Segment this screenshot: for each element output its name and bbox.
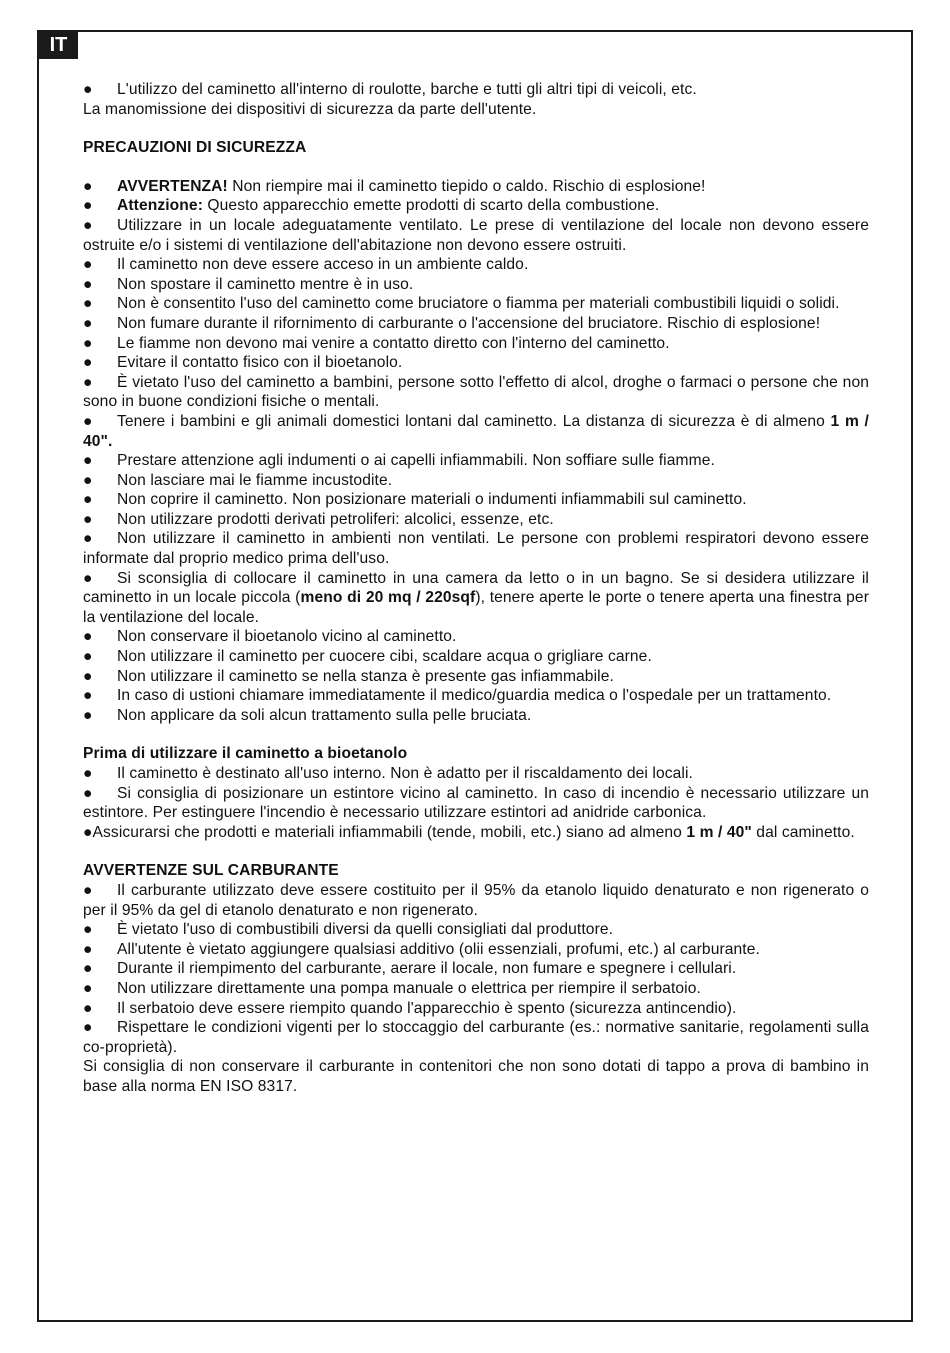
bullet: ● xyxy=(83,940,93,958)
intro-line: La manomissione dei dispositivi di sicurezza da parte dell'utente. xyxy=(83,100,537,118)
bullet: ● xyxy=(83,373,93,391)
list-item: ● Non utilizzare il caminetto se nella stanza è presente gas infiammabile. xyxy=(83,667,614,685)
list-item: ● Tenere i bambini e gli animali domestici lontani dal caminetto. La distanza di sicurezza è di almeno 1 m / 40". xyxy=(83,412,869,450)
list-item: ● Non applicare da soli alcun trattamento sulla pelle bruciata. xyxy=(83,706,532,724)
bullet: ● xyxy=(83,648,93,666)
bullet: ● xyxy=(83,314,93,332)
list-item: ● Non utilizzare prodotti derivati petroliferi: alcolici, essenze, etc. xyxy=(83,510,554,528)
bullet: ● xyxy=(83,979,93,997)
bullet: ● xyxy=(83,256,93,274)
bullet: ● xyxy=(83,81,93,98)
bullet: ● xyxy=(83,960,93,978)
bullet: ● xyxy=(83,530,93,548)
bullet: ● xyxy=(83,295,93,313)
list-item: ● All'utente è vietato aggiungere qualsiasi additivo (olii essenziali, profumi, etc.) al carburante. xyxy=(83,940,760,958)
list-item: ● In caso di ustioni chiamare immediatamente il medico/guardia medica o l'ospedale per un trattamento. xyxy=(83,687,832,705)
bullet: ● xyxy=(83,354,93,372)
bullet: ● xyxy=(83,687,93,705)
list-item: ● AVVERTENZA! Non riempire mai il caminetto tiepido o caldo. Rischio di esplosione! xyxy=(83,177,706,195)
intro-item: ● L'utilizzo del caminetto all'interno di roulotte, barche e tutti gli altri tipi di veicoli, etc. xyxy=(83,81,697,98)
bullet: ● xyxy=(83,491,93,509)
list-item: ● Non utilizzare il caminetto in ambienti non ventilati. Le persone con problemi respiratori devono essere informate dal proprio medico prima dell'uso. xyxy=(83,530,869,568)
section-title-before-use: Prima di utilizzare il caminetto a bioetanolo xyxy=(83,745,408,763)
list-item: ● Non lasciare mai le fiamme incustodite. xyxy=(83,471,393,489)
list-item: ● È vietato l'uso di combustibili diversi da quelli consigliati dal produttore. xyxy=(83,921,614,939)
list-item: ● Prestare attenzione agli indumenti o ai capelli infiammabili. Non soffiare sulle fiamme. xyxy=(83,452,715,470)
bullet: ● xyxy=(83,881,93,899)
closing-paragraph: Si consiglia di non conservare il carburante in contenitori che non sono dotati di tappo a prova di bambino in base alla norma EN ISO 8317. xyxy=(83,1058,869,1095)
bullet: ● xyxy=(83,921,93,939)
bullet: ● xyxy=(83,510,93,528)
list-item: ● Evitare il contatto fisico con il bioetanolo. xyxy=(83,354,403,372)
list-item: ● Il caminetto è destinato all'uso interno. Non è adatto per il riscaldamento dei locali. xyxy=(83,765,693,782)
bullet: ● xyxy=(83,765,93,782)
bullet: ● xyxy=(83,823,93,841)
bullet: ● xyxy=(83,667,93,685)
list-item: ● Si consiglia di posizionare un estintore vicino al caminetto. In caso di incendio è necessario utilizzare un estintore. Per estinguere l'incendio è necessario utilizzare estintori ad anidride carbonica. xyxy=(83,784,869,822)
bullet: ● xyxy=(83,784,93,802)
bullet: ● xyxy=(83,177,93,195)
language-tab: IT xyxy=(39,32,78,59)
list-item: ● Il caminetto non deve essere acceso in un ambiente caldo. xyxy=(83,256,529,274)
bullet: ● xyxy=(83,706,93,724)
bullet: ● xyxy=(83,216,93,234)
bullet: ● xyxy=(83,471,93,489)
bullet: ● xyxy=(83,1019,93,1037)
list-item: ● Non spostare il caminetto mentre è in uso. xyxy=(83,275,414,293)
bullet: ● xyxy=(83,275,93,293)
bullet: ● xyxy=(83,334,93,352)
section-title-safety: PRECAUZIONI DI SICUREZZA xyxy=(83,139,307,157)
list-item: ● Utilizzare in un locale adeguatamente ventilato. Le prese di ventilazione del locale non devono essere ostruite e/o i sistemi di ventilazione dell'abitazione non devono essere ostruiti. xyxy=(83,216,869,254)
list-item: ● Non coprire il caminetto. Non posizionare materiali o indumenti infiammabili sul caminetto. xyxy=(83,491,747,509)
bullet: ● xyxy=(83,197,93,215)
list-item: ● Le fiamme non devono mai venire a contatto diretto con l'interno del caminetto. xyxy=(83,334,670,352)
attention-label: Attenzione: xyxy=(117,197,203,215)
list-item: ● Non è consentito l'uso del caminetto come bruciatore o fiamma per materiali combustibili liquidi o solidi. xyxy=(83,295,840,313)
bullet: ● xyxy=(83,452,93,470)
list-item: ● Attenzione: Questo apparecchio emette prodotti di scarto della combustione. xyxy=(83,197,660,215)
list-item: ●Assicurarsi che prodotti e materiali infiammabili (tende, mobili, etc.) siano ad almeno 1 m / 40" dal caminetto. xyxy=(83,823,855,841)
document-body xyxy=(83,80,869,1097)
bullet: ● xyxy=(83,412,93,430)
bullet: ● xyxy=(83,999,93,1017)
list-item: ● Non utilizzare direttamente una pompa manuale o elettrica per riempire il serbatoio. xyxy=(83,979,701,997)
list-item: ● Non conservare il bioetanolo vicino al caminetto. xyxy=(83,628,457,646)
list-item: ● Non fumare durante il rifornimento di carburante o l'accensione del bruciatore. Rischio di esplosione! xyxy=(83,314,821,332)
warning-label: AVVERTENZA! xyxy=(117,177,228,195)
list-item: ● Non utilizzare il caminetto per cuocere cibi, scaldare acqua o grigliare carne. xyxy=(83,648,652,666)
list-item: ● Il serbatoio deve essere riempito quando l'apparecchio è spento (sicurezza antincendio). xyxy=(83,999,737,1017)
list-item: ● Durante il riempimento del carburante, aerare il locale, non fumare e spegnere i cellulari. xyxy=(83,960,737,978)
list-item: ● Il carburante utilizzato deve essere costituito per il 95% da etanolo liquido denaturato e non rigenerato o per il 95% da gel di etanolo denaturato e non rigenerato. xyxy=(83,881,869,919)
section-title-fuel-warnings: AVVERTENZE SUL CARBURANTE xyxy=(83,862,339,880)
bullet: ● xyxy=(83,569,93,587)
list-item: ● Rispettare le condizioni vigenti per lo stoccaggio del carburante (es.: normative sanitarie, regolamenti sulla co-proprietà). xyxy=(83,1019,869,1056)
bullet: ● xyxy=(83,628,93,646)
list-item: ● È vietato l'uso del caminetto a bambini, persone sotto l'effetto di alcol, droghe o farmaci o persone che non sono in buone condizioni fisiche o mentali. xyxy=(83,373,869,411)
list-item: ● Si sconsiglia di collocare il caminetto in una camera da letto o in un bagno. Se si desidera utilizzare il caminetto in un locale piccola (meno di 20 mq / 220sqf), tenere aperte le porte o tenere aperta una finestra per la ventilazione del locale. xyxy=(83,569,869,626)
